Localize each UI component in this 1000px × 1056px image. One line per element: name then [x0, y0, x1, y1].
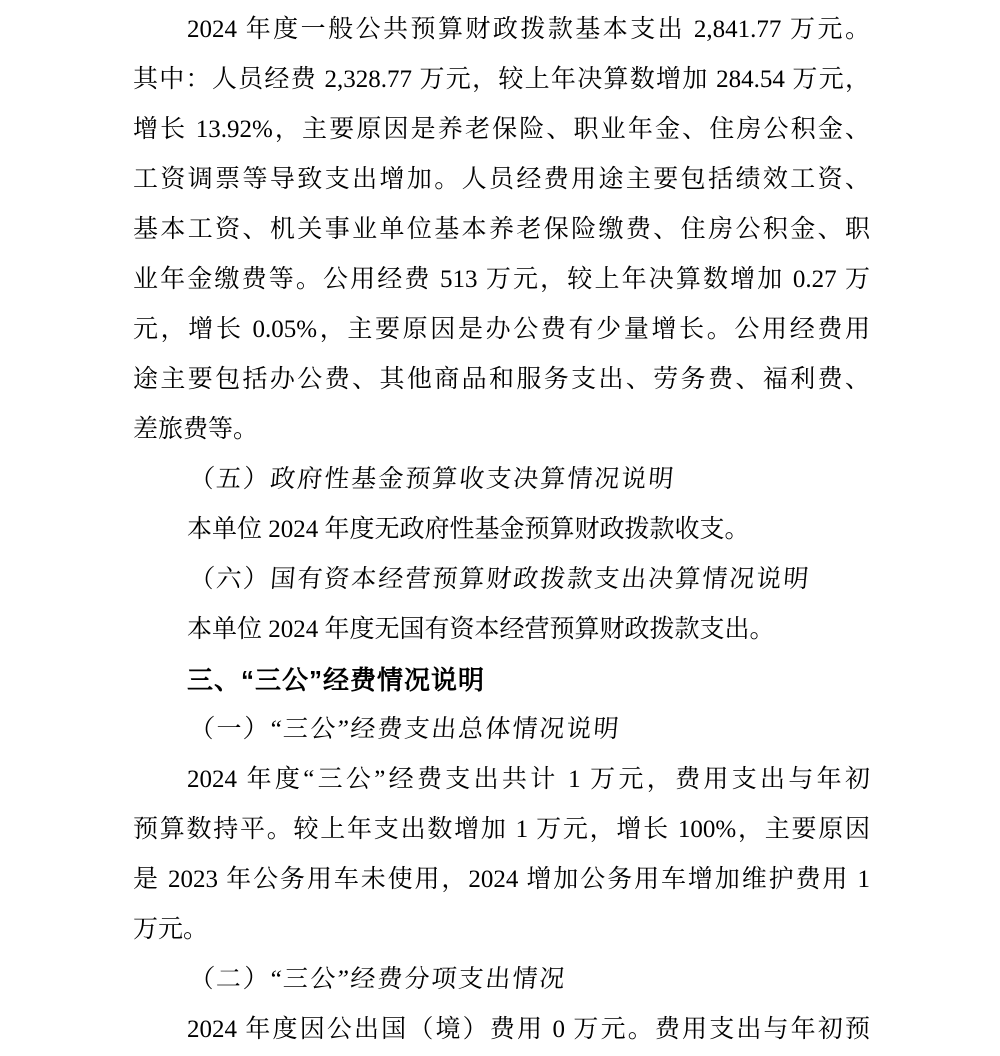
subheading-section-1: （一）“三公”经费支出总体情况说明 [188, 716, 622, 743]
section-heading-3: 三、“三公”经费情况说明 [187, 665, 486, 695]
text-line: 其中：人员经费 2,328.77 万元，较上年决算数增加 284.54 万元， [133, 66, 870, 93]
subheading-section-6: （六）国有资本经营预算财政拨款支出决算情况说明 [188, 566, 812, 593]
text-line: 预算数持平。较上年支出数增加 1 万元，增长 100%，主要原因 [133, 816, 870, 843]
subheading-section-5: （五）政府性基金预算收支决算情况说明 [188, 466, 677, 493]
text-line: 2024 年度因公出国（境）费用 0 万元。费用支出与年初预 [187, 1016, 870, 1043]
text-line: 业年金缴费等。公用经费 513 万元，较上年决算数增加 0.27 万 [133, 266, 870, 293]
text-line: 增长 13.92%，主要原因是养老保险、职业年金、住房公积金、 [133, 116, 870, 143]
text-line: 万元。 [133, 916, 209, 943]
text-line: 是 2023 年公务用车未使用，2024 增加公务用车增加维护费用 1 [133, 866, 870, 893]
text-line: 基本工资、机关事业单位基本养老保险缴费、住房公积金、职 [133, 216, 870, 243]
text-line: 2024 年度一般公共预算财政拨款基本支出 2,841.77 万元。 [187, 16, 870, 43]
text-line: 途主要包括办公费、其他商品和服务支出、劳务费、福利费、 [133, 366, 870, 393]
text-line: 本单位 2024 年度无政府性基金预算财政拨款收支。 [187, 516, 750, 543]
text-line: 差旅费等。 [133, 416, 259, 443]
document-text-block [133, 5, 870, 1055]
subheading-section-2: （二）“三公”经费分项支出情况 [188, 966, 568, 993]
text-line: 2024 年度“三公”经费支出共计 1 万元，费用支出与年初 [187, 766, 870, 793]
text-line: 工资调票等导致支出增加。人员经费用途主要包括绩效工资、 [133, 166, 870, 193]
text-line: 本单位 2024 年度无国有资本经营预算财政拨款支出。 [187, 616, 775, 643]
text-line: 元，增长 0.05%，主要原因是办公费有少量增长。公用经费用 [133, 316, 870, 343]
